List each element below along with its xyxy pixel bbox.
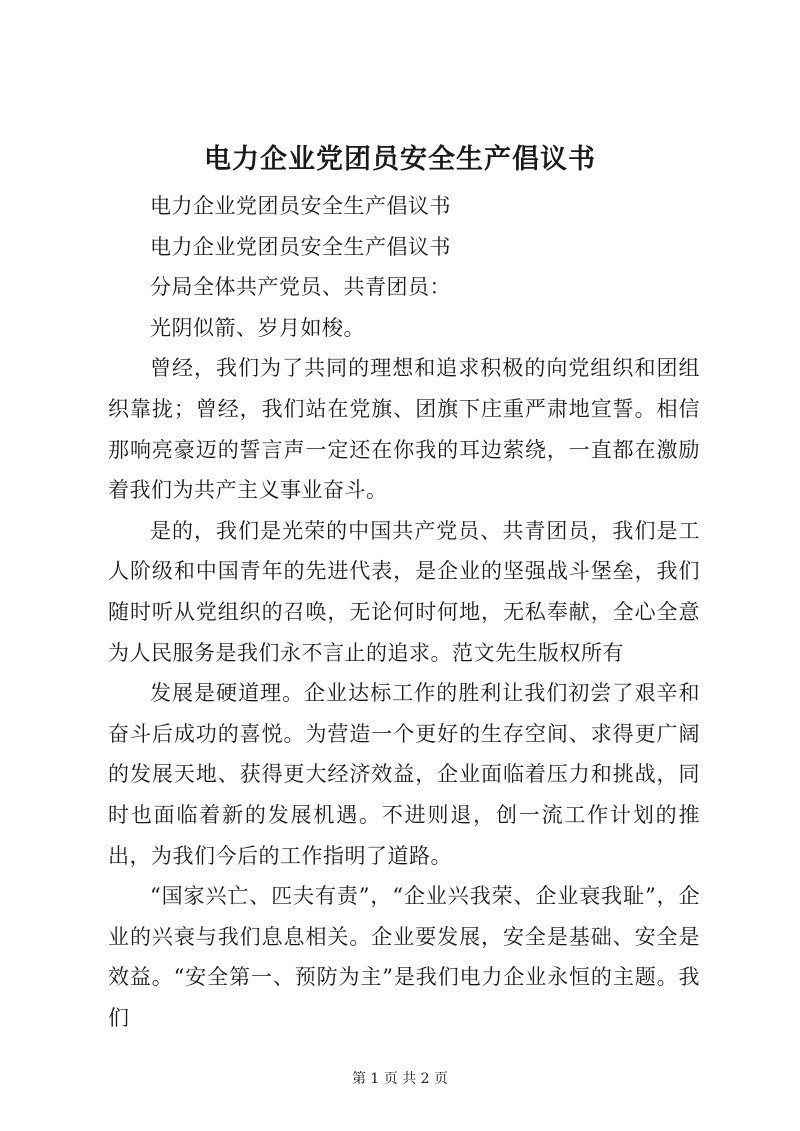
document-title: 电力企业党团员安全生产倡议书 [204, 144, 596, 175]
paragraph-body-1: 曾经，我们为了共同的理想和追求积极的向党组织和团组织靠拢；曾经，我们站在党旗、团旗下庄重严肃地宣誓。相信那响亮豪迈的誓言声一定还在你我的耳边萦绕，一直都在激励着我们为共产主义事业奋斗。 [108, 356, 700, 503]
paragraph-subtitle-1: 电力企业党团员安全生产倡议书 [150, 194, 451, 218]
paragraph-body-2: 是的，我们是光荣的中国共产党员、共青团员，我们是工人阶级和中国青年的先进代表，是企业的坚强战斗堡垒，我们随时听从党组织的召唤，无论何时何地，无私奉献，全心全意为人民服务是我们永不言止的追求。范文先生版权所有 [108, 518, 700, 665]
paragraph-opening: 光阴似箭、岁月如梭。 [150, 315, 365, 340]
document-body [108, 186, 700, 1038]
paragraph-body-4: “国家兴亡、匹夫有责”，“企业兴我荣、企业衰我耻”，企业的兴衰与我们息息相关。企业要发展，安全是基础、安全是效益。“安全第一、预防为主”是我们电力企业永恒的主题。我们 [108, 884, 700, 1030]
paragraph-salutation: 分局全体共产党员、共青团员： [150, 275, 451, 300]
page-number-footer: 第 1 页 共 2 页 [351, 1071, 449, 1087]
paragraph-subtitle-2: 电力企业党团员安全生产倡议书 [150, 234, 451, 259]
paragraph-body-3: 发展是硬道理。企业达标工作的胜利让我们初尝了艰辛和奋斗后成功的喜悦。为营造一个更好的生存空间、求得更广阔的发展天地、获得更大经济效益，企业面临着压力和挑战，同时也面临着新的发展机遇。不进则退，创一流工作计划的推出，为我们今后的工作指明了道路。 [108, 681, 700, 868]
